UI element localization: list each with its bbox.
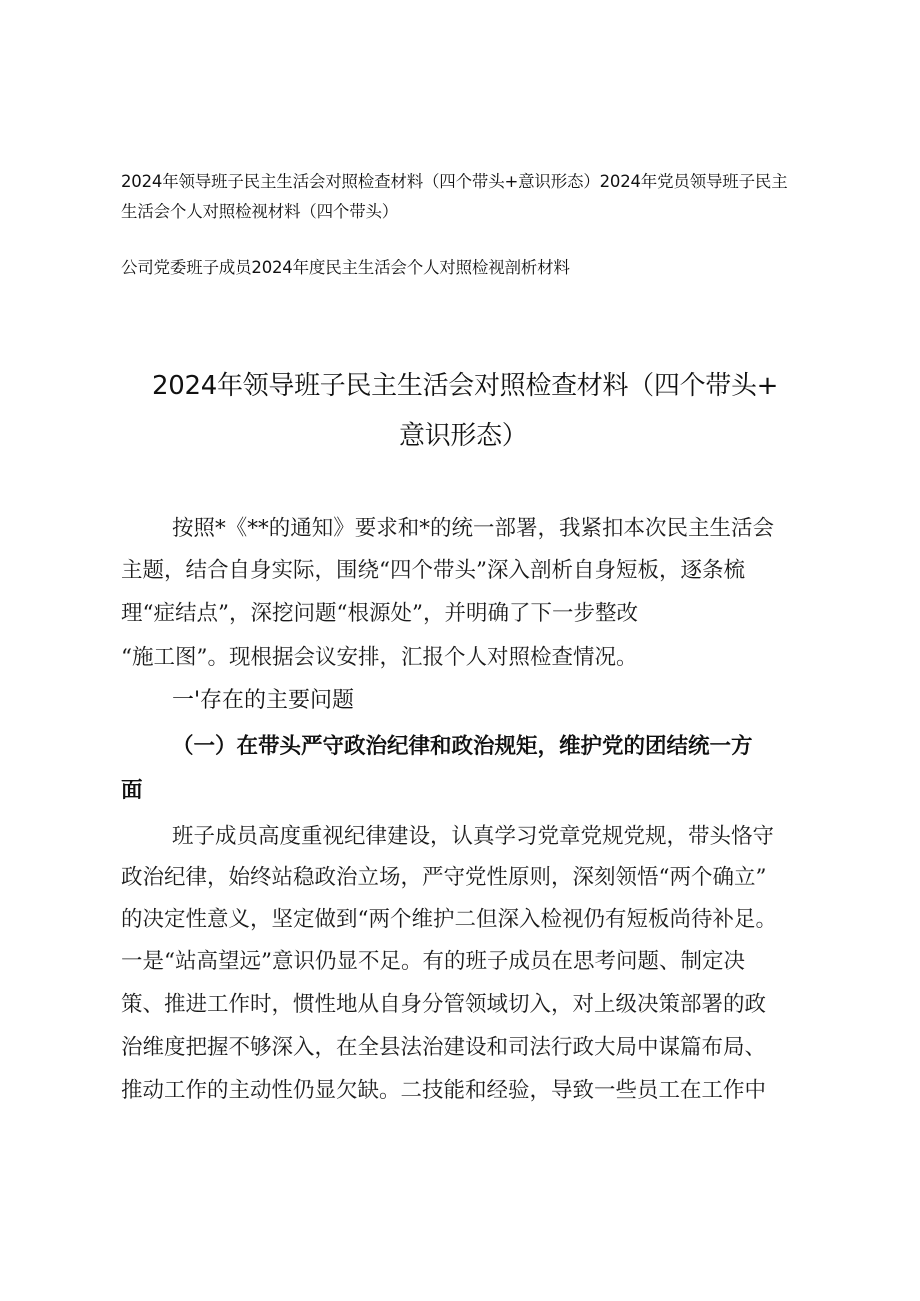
header-link-line-1[interactable]: 2024年领导班子民主生活会对照检查材料（四个带头+意识形态）2024年党员领导班子民主 [121, 172, 788, 191]
document-title-line-2: 意识形态） [399, 421, 528, 451]
intro-line-1: 按照*《**的通知》要求和*的统一部署，我紧扣本次民主生活会 [172, 516, 775, 541]
header-link-line-3[interactable]: 公司党委班子成员2024年度民主生活会个人对照检视剖析材料 [121, 258, 570, 277]
intro-line-2: 主题，结合自身实际，围绕“四个带头”深入剖析自身短板，逐条梳 [121, 558, 745, 583]
section-heading: 一'存在的主要问题 [172, 688, 355, 713]
intro-line-4: “施工图”。现根据会议安排，汇报个人对照检查情况。 [121, 645, 638, 670]
body-line-4: 一是“站高望远”意识仍显不足。有的班子成员在思考问题、制定决 [121, 949, 745, 974]
body-line-5: 策、推进工作时，惯性地从自身分管领域切入，对上级决策部署的政 [121, 992, 767, 1017]
body-line-1: 班子成员高度重视纪律建设，认真学习党章党规党规，带头恪守 [172, 824, 775, 849]
document-title-line-1: 2024年领导班子民主生活会对照检查材料（四个带头+ [152, 371, 779, 401]
sub-heading-line-2: 面 [121, 778, 143, 803]
intro-line-3: 理“症结点”，深挖问题“根源处”，并明确了下一步整改 [121, 601, 638, 626]
body-line-2: 政治纪律，始终站稳政治立场，严守党性原则，深刻领悟“两个确立” [121, 865, 767, 890]
body-line-3: 的决定性意义，坚定做到“两个维护二但深入检视仍有短板尚待补足。 [121, 907, 777, 932]
body-line-6: 治维度把握不够深入，在全县法治建设和司法行政大局中谋篇布局、 [121, 1035, 767, 1060]
body-line-7: 推动工作的主动性仍显欠缺。二技能和经验，导致一些员工在工作中 [121, 1078, 767, 1103]
header-link-line-2[interactable]: 生活会个人对照检视材料（四个带头） [121, 202, 399, 221]
sub-heading-line-1: （一）在带头严守政治纪律和政治规矩，维护党的团结统一方 [172, 734, 753, 759]
